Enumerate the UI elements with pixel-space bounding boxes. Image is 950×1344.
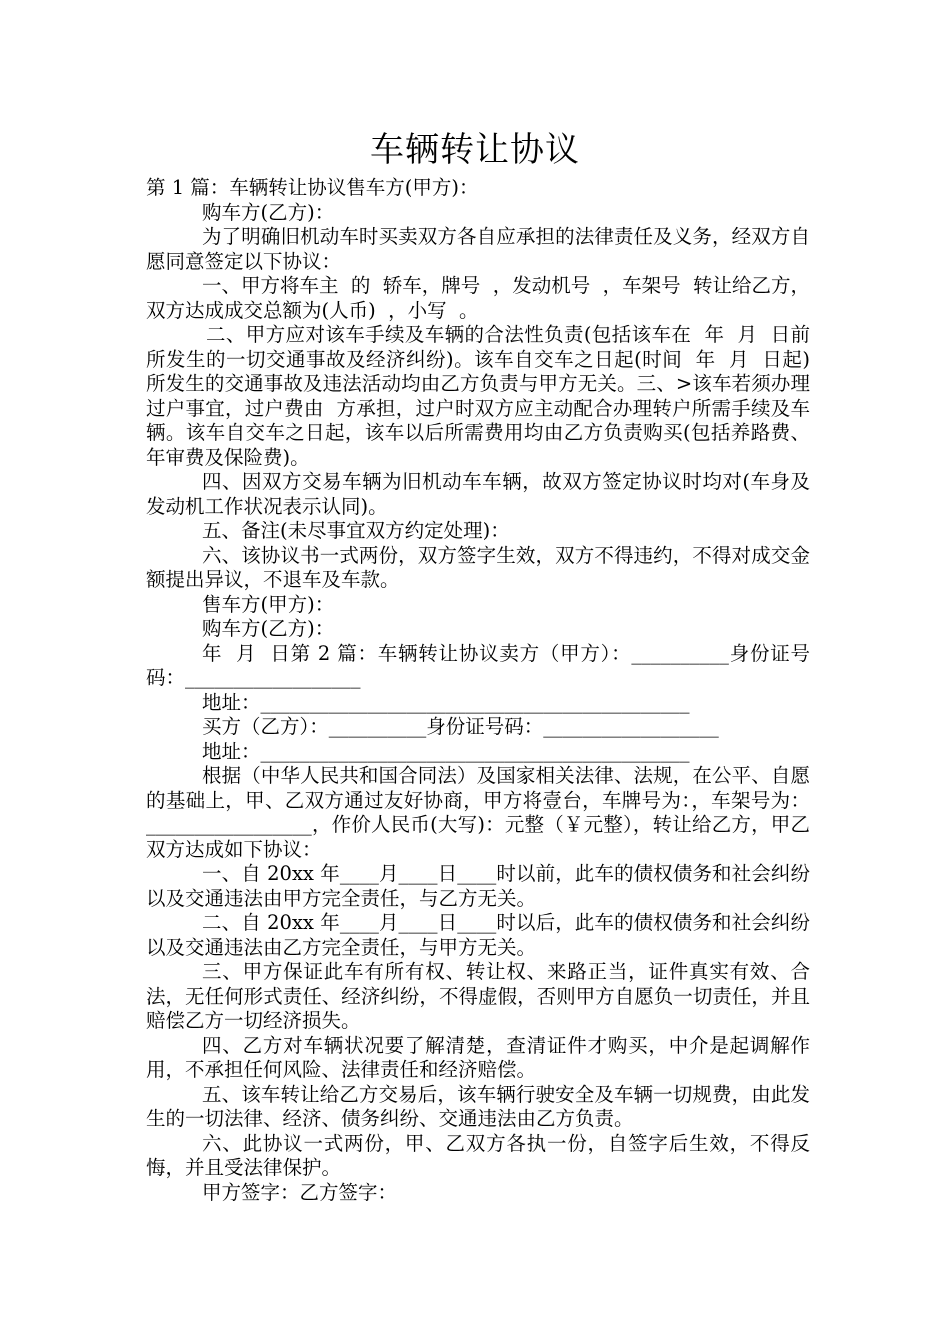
paragraph: 购车方(乙方)： <box>202 617 335 640</box>
paragraph: 地址：____________________________________________ <box>202 739 690 763</box>
paragraph: 一、自 20xx 年____月____日____时以前，此车的债权债务和社会纠纷以及交通违法由甲方完全责任，与乙方无关。 <box>146 862 810 910</box>
document-title: 车辆转让协议 <box>370 130 580 170</box>
paragraph: 年 月 日第 2 篇：车辆转让协议卖方（甲方）：__________身份证号码：__________________ <box>146 641 810 689</box>
paragraph: 购车方(乙方)： <box>202 200 335 224</box>
paragraph: 三、甲方保证此车有所有权、转让权、来路正当，证件真实有效、合法，无任何形式责任、经济纠纷，不得虚假，否则甲方自愿负一切责任，并且赔偿乙方一切经济损失。 <box>146 960 810 1032</box>
document-body <box>146 176 810 1205</box>
paragraph: 根据（中华人民共和国合同法）及国家相关法律、法规，在公平、自愿的基础上，甲、乙双方通过友好协商，甲方将壹台，车牌号为：，车架号为：_________________，作价人民币(大写)：元整（￥元整），转让给乙方，甲乙双方达成如下协议： <box>146 764 810 861</box>
paragraph: 为了明确旧机动车时买卖双方各自应承担的法律责任及义务，经双方自愿同意签定以下协议： <box>146 225 810 273</box>
paragraph: 第 1 篇：车辆转让协议售车方(甲方)： <box>146 176 479 199</box>
paragraph: 甲方签字：乙方签字： <box>202 1180 398 1204</box>
paragraph: 五、该车转让给乙方交易后，该车辆行驶安全及车辆一切规费，由此发生的一切法律、经济、债务纠纷、交通违法由乙方负责。 <box>146 1082 810 1130</box>
paragraph: 买方（乙方）：__________身份证号码：__________________ <box>202 715 719 738</box>
paragraph: 售车方(甲方)： <box>202 592 335 616</box>
paragraph: 五、备注(未尽事宜双方约定处理)： <box>202 519 510 542</box>
paragraph: 六、该协议书一式两份，双方签字生效，双方不得违约，不得对成交金额提出异议，不退车及车款。 <box>146 543 810 591</box>
paragraph: 二、甲方应对该车手续及车辆的合法性负责(包括该车在 年 月 日前所发生的一切交通事故及经济纠纷)。该车自交车之日起(时间 年 月 日起)所发生的交通事故及违法活动均由乙方负责与甲方无关。三、>该车若须办理过户事宜，过户费由 方承担，过户时双方应主动配合办理转户所需手续及车辆。该车自交车之日起，该车以后所需费用均由乙方负责购买(包括养路费、年审费及保险费)。 <box>146 323 810 469</box>
paragraph: 四、乙方对车辆状况要了解清楚，查清证件才购买，中介是起调解作用，不承担任何风险、法律责任和经济赔偿。 <box>146 1033 810 1081</box>
paragraph: 一、甲方将车主 的 轿车，牌号 ，发动机号 ，车架号 转让给乙方，双方达成成交总额为(人币) ，小写 。 <box>146 274 810 322</box>
paragraph: 地址：____________________________________________ <box>202 690 690 714</box>
paragraph: 四、因双方交易车辆为旧机动车车辆，故双方签定协议时均对(车身及发动机工作状况表示认同)。 <box>146 470 810 518</box>
paragraph: 二、自 20xx 年____月____日____时以后，此车的债权债务和社会纠纷以及交通违法由乙方完全责任，与甲方无关。 <box>146 911 810 959</box>
paragraph: 六、此协议一式两份，甲、乙双方各执一份，自签字后生效，不得反悔，并且受法律保护。 <box>146 1131 810 1179</box>
